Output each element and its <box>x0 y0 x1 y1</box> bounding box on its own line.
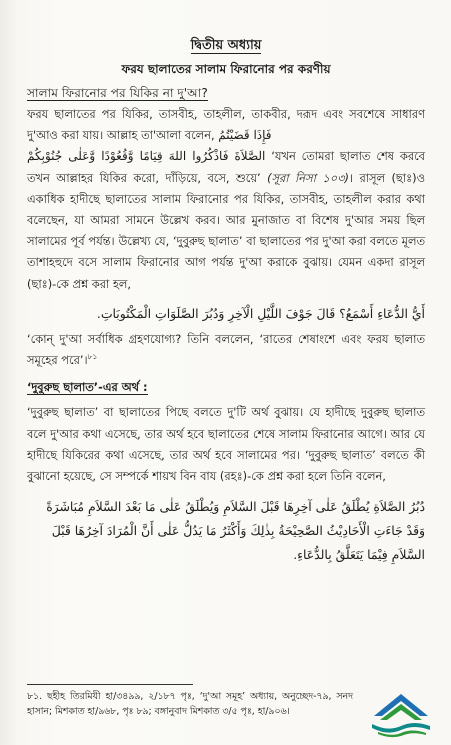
quran-reference: (সূরা নিসা ১০৩) <box>267 170 349 185</box>
bleed-through-texture <box>110 4 431 36</box>
page-content <box>27 36 425 571</box>
publisher-logo-icon <box>368 686 434 738</box>
paragraph-4: ‘দুবুরুছ ছালাত’ বা ছালাতের পিছে বলতে দু'টি অর্থ বুঝায়। যে হাদীছে দুবুরুছ ছালাত বলে দু'আর কথা এসেছে, তার অর্থ হবে ছালাতের শেষে সালাম ফিরানোর আগে। আর যে হাদীছে যিকিরের কথা এসেছে, তার অর্থ হবে সালামের পর। ‘দুবুরুছ ছালাত’ বলতে কী বুঝানো হয়েছে, সে সম্পর্কে শায়খ বিন বায (রহঃ)-কে প্রশ্ন করা হলে তিনি বলেন, <box>27 405 425 484</box>
paragraph-3: ‘কোন্ দু'আ সর্বাধিক গ্রহণযোগ্য? তিনি বললেন, ‘রাতের শেষাংশে এবং ফরয ছালাত সমূহের পরে’।$^{৮১}$ <box>27 331 425 368</box>
hadith-arabic: أَيُّ الدُّعَاءِ أَسْمَعُ؟ قَالَ جَوْفَ اللَّيْلِ الْآخِرِ وَدُبُرَ الصَّلَوَاتِ الْمَكْتُوبَاتِ. <box>96 305 425 321</box>
meaning-heading: ‘দুবুরুছ ছালাত’-এর অর্থ : <box>27 380 148 395</box>
chapter-title: দ্বিতীয় অধ্যায় <box>190 38 262 53</box>
paragraph-1: ফরয ছালাতের পর যিকির, তাসবীহ, তাহলীল, তাকবীর, দরূদ এবং সবশেষে সাধারণ দু'আও করা যায়। আল্লাহ তা'আলা বলেন, فَإِذَا قَضَيْتُمُ <box>27 107 425 143</box>
question-heading: সালাম ফিরানোর পর যিকির না দু'আ? <box>27 86 208 100</box>
section-title: ফরয ছালাতের সালাম ফিরানোর পর করণীয় <box>121 62 331 76</box>
footnote-marker: ৮১ <box>87 352 98 362</box>
bin-baz-arabic: دُبُرُ الصَّلاَةِ يُطْلَقُ عَلٰى آخِرِهَا قَبْلَ السَّلاَمِ وَيُطْلَقُ عَلٰى مَا بَعْدَ السَّلاَمِ مُبَاشَرَةً وَقَدْ جَاءَتِ الْأَحَادِيْثُ الصَّحِيْحَةُ بِذٰلِكَ وَأَكْثَرُ مَا يَدُلُّ عَلٰى أَنَّ الْمُرَادَ آخِرُهَا قَبْلَ السَّلاَمِ فِيْمَا يَتَعَلَّقُ بِالدُّعَاءِ. <box>46 499 425 563</box>
paragraph-2: الصَّلاَةَ فَاذْكُرُوا اللهَ قِيَامًا وَّقُعُوْدًا وَّعَلٰى جُنُوْبِكُمْ ‘যখন তোমরা ছালাত শেষ করবে তখন আল্লাহর যিকির করো, দাঁড়িয়ে, বসে, শুয়ে’ (সূরা নিসা ১০৩)। রাসূল (ছাঃ)ও একাধিক হাদীছে ছালাতের সালাম ফিরানোর পর যিকির, তাসবীহ, তাহলীল করার কথা বলেছেন, যা আমরা সামনে উল্লেখ করব। আর মুনাজাত বা বিশেষ দু'আর সময় ছিল সালামের পূর্ব পর্যন্ত। উল্লেখ্য যে, ‘দুবুরুছ ছালাত’ বা ছালাতের পর দু'আ করা বলতে মূলত তাশাহহুদে বসে সালাম ফিরানোর আগ পর্যন্ত দু'আ করাকে বুঝায়। যেমন একদা রাসূল (ছাঃ)-কে প্রশ্ন করা হল, <box>27 149 426 291</box>
quran-arabic-start: فَإِذَا قَضَيْتُمُ <box>218 128 272 143</box>
footnote: ৮১. ছহীহ তিরমিযী হা/৩৪৯৯, ২/১৮৭ পৃঃ, ‘দু'আ সমূহ’ অধ্যায়, অনুচ্ছেদ-৭৯, সনদ হাসান; মিশকাত হা/৯৬৮, পৃঃ ৮৯; বঙ্গানুবাদ মিশকাত ৩/৫ পৃঃ, হা/৯০৬। <box>27 691 353 717</box>
quran-arabic-cont: الصَّلاَةَ فَاذْكُرُوا اللهَ قِيَامًا وَّقُعُوْدًا وَّعَلٰى جُنُوْبِكُمْ <box>27 149 266 164</box>
footnote-divider <box>27 684 193 685</box>
